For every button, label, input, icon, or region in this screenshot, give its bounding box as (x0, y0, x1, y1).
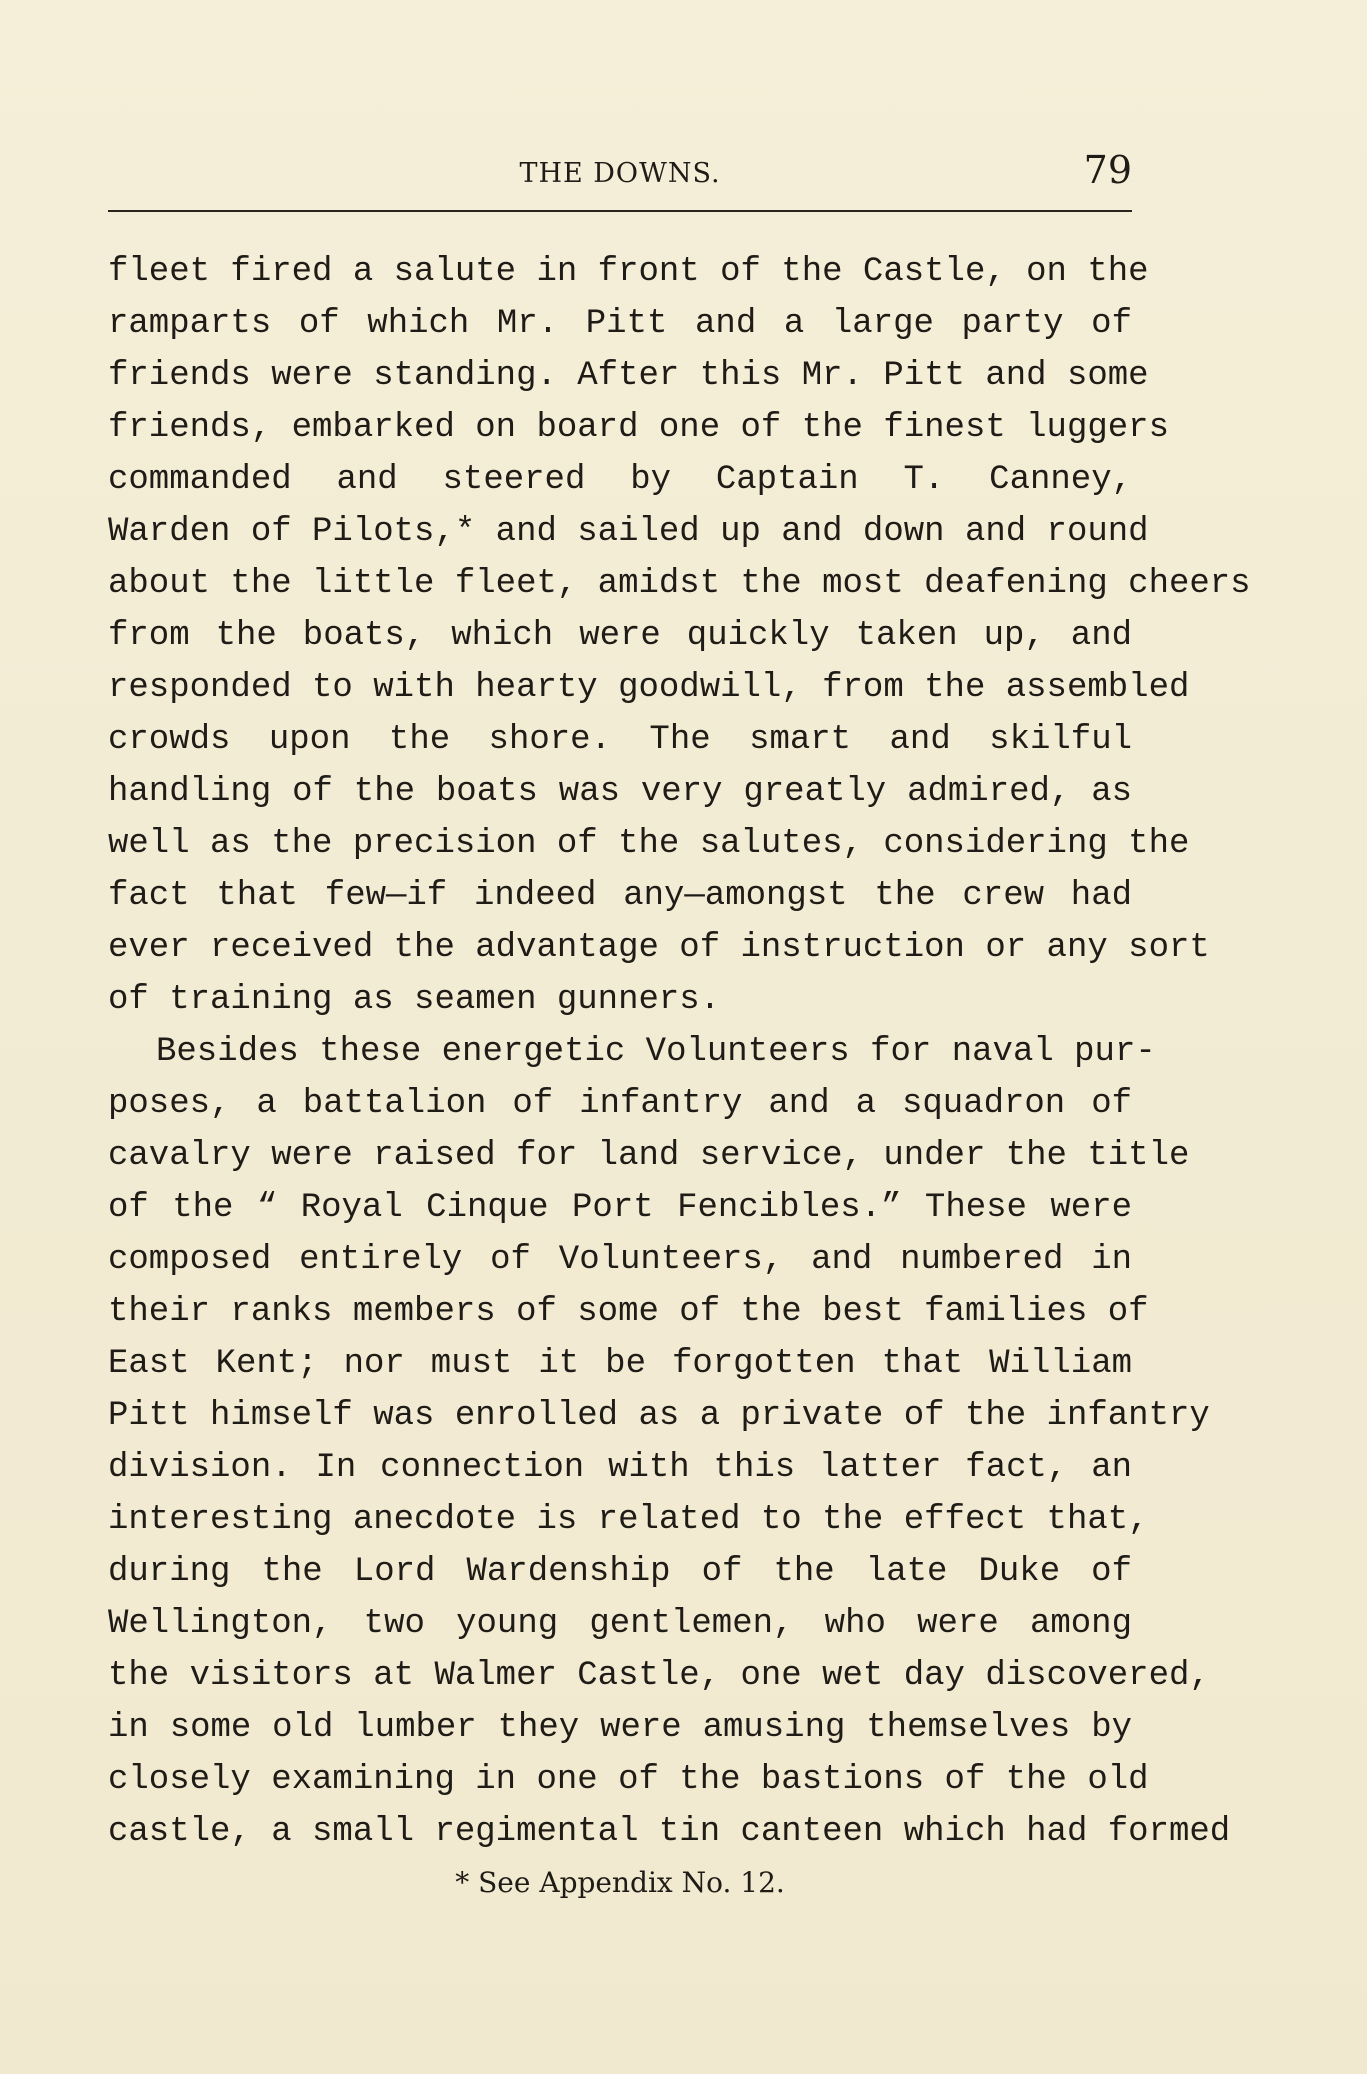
text-line: handling of the boats was very greatly admired, as (108, 773, 1132, 811)
text-line: in some old lumber they were amusing themselves by (108, 1709, 1132, 1747)
text-line: commanded and steered by Captain T. Canney, (108, 461, 1132, 499)
text-line: fact that few—if indeed any—amongst the crew had (108, 877, 1132, 915)
text-line: closely examining in one of the bastions of the old (108, 1761, 1149, 1799)
body-text (108, 246, 1251, 1858)
text-line: during the Lord Wardenship of the late Duke of (108, 1553, 1132, 1591)
text-line: of training as seamen gunners. (108, 981, 721, 1019)
running-head-title: THE DOWNS. (519, 158, 721, 189)
text-line: responded to with hearty goodwill, from the assembled (108, 669, 1190, 707)
text-line: Wellington, two young gentlemen, who were among (108, 1605, 1132, 1643)
footnote: * See Appendix No. 12. (455, 1866, 785, 1899)
text-line: East Kent; nor must it be forgotten that William (108, 1345, 1132, 1383)
text-line: ramparts of which Mr. Pitt and a large party of (108, 305, 1132, 343)
text-line: crowds upon the shore. The smart and skilful (108, 721, 1132, 759)
text-line: well as the precision of the salutes, considering the (108, 825, 1190, 863)
text-line: castle, a small regimental tin canteen which had formed (108, 1813, 1231, 1851)
text-line: their ranks members of some of the best families of (108, 1293, 1149, 1331)
text-line: from the boats, which were quickly taken up, and (108, 617, 1132, 655)
paragraph (108, 1026, 1231, 1858)
text-line: interesting anecdote is related to the effect that, (108, 1501, 1149, 1539)
text-line: Besides these energetic Volunteers for naval pur- (156, 1033, 1156, 1071)
paragraph (108, 246, 1251, 1026)
text-line: of the “ Royal Cinque Port Fencibles.” These were (108, 1189, 1132, 1227)
text-line: friends were standing. After this Mr. Pitt and some (108, 357, 1149, 395)
text-line: composed entirely of Volunteers, and numbered in (108, 1241, 1132, 1279)
text-line: fleet fired a salute in front of the Castle, on the (108, 253, 1149, 291)
header-rule (108, 210, 1132, 212)
text-line: poses, a battalion of infantry and a squadron of (108, 1085, 1132, 1123)
text-line: about the little fleet, amidst the most deafening cheers (108, 565, 1251, 603)
text-line: ever received the advantage of instruction or any sort (108, 929, 1210, 967)
running-head (108, 140, 1132, 200)
page-number: 79 (1083, 148, 1132, 192)
text-line: Warden of Pilots,* and sailed up and down and round (108, 513, 1149, 551)
text-line: division. In connection with this latter fact, an (108, 1449, 1132, 1487)
text-line: cavalry were raised for land service, under the title (108, 1137, 1190, 1175)
text-line: Pitt himself was enrolled as a private of the infantry (108, 1397, 1210, 1435)
text-line: friends, embarked on board one of the finest luggers (108, 409, 1169, 447)
text-line: the visitors at Walmer Castle, one wet day discovered, (108, 1657, 1210, 1695)
